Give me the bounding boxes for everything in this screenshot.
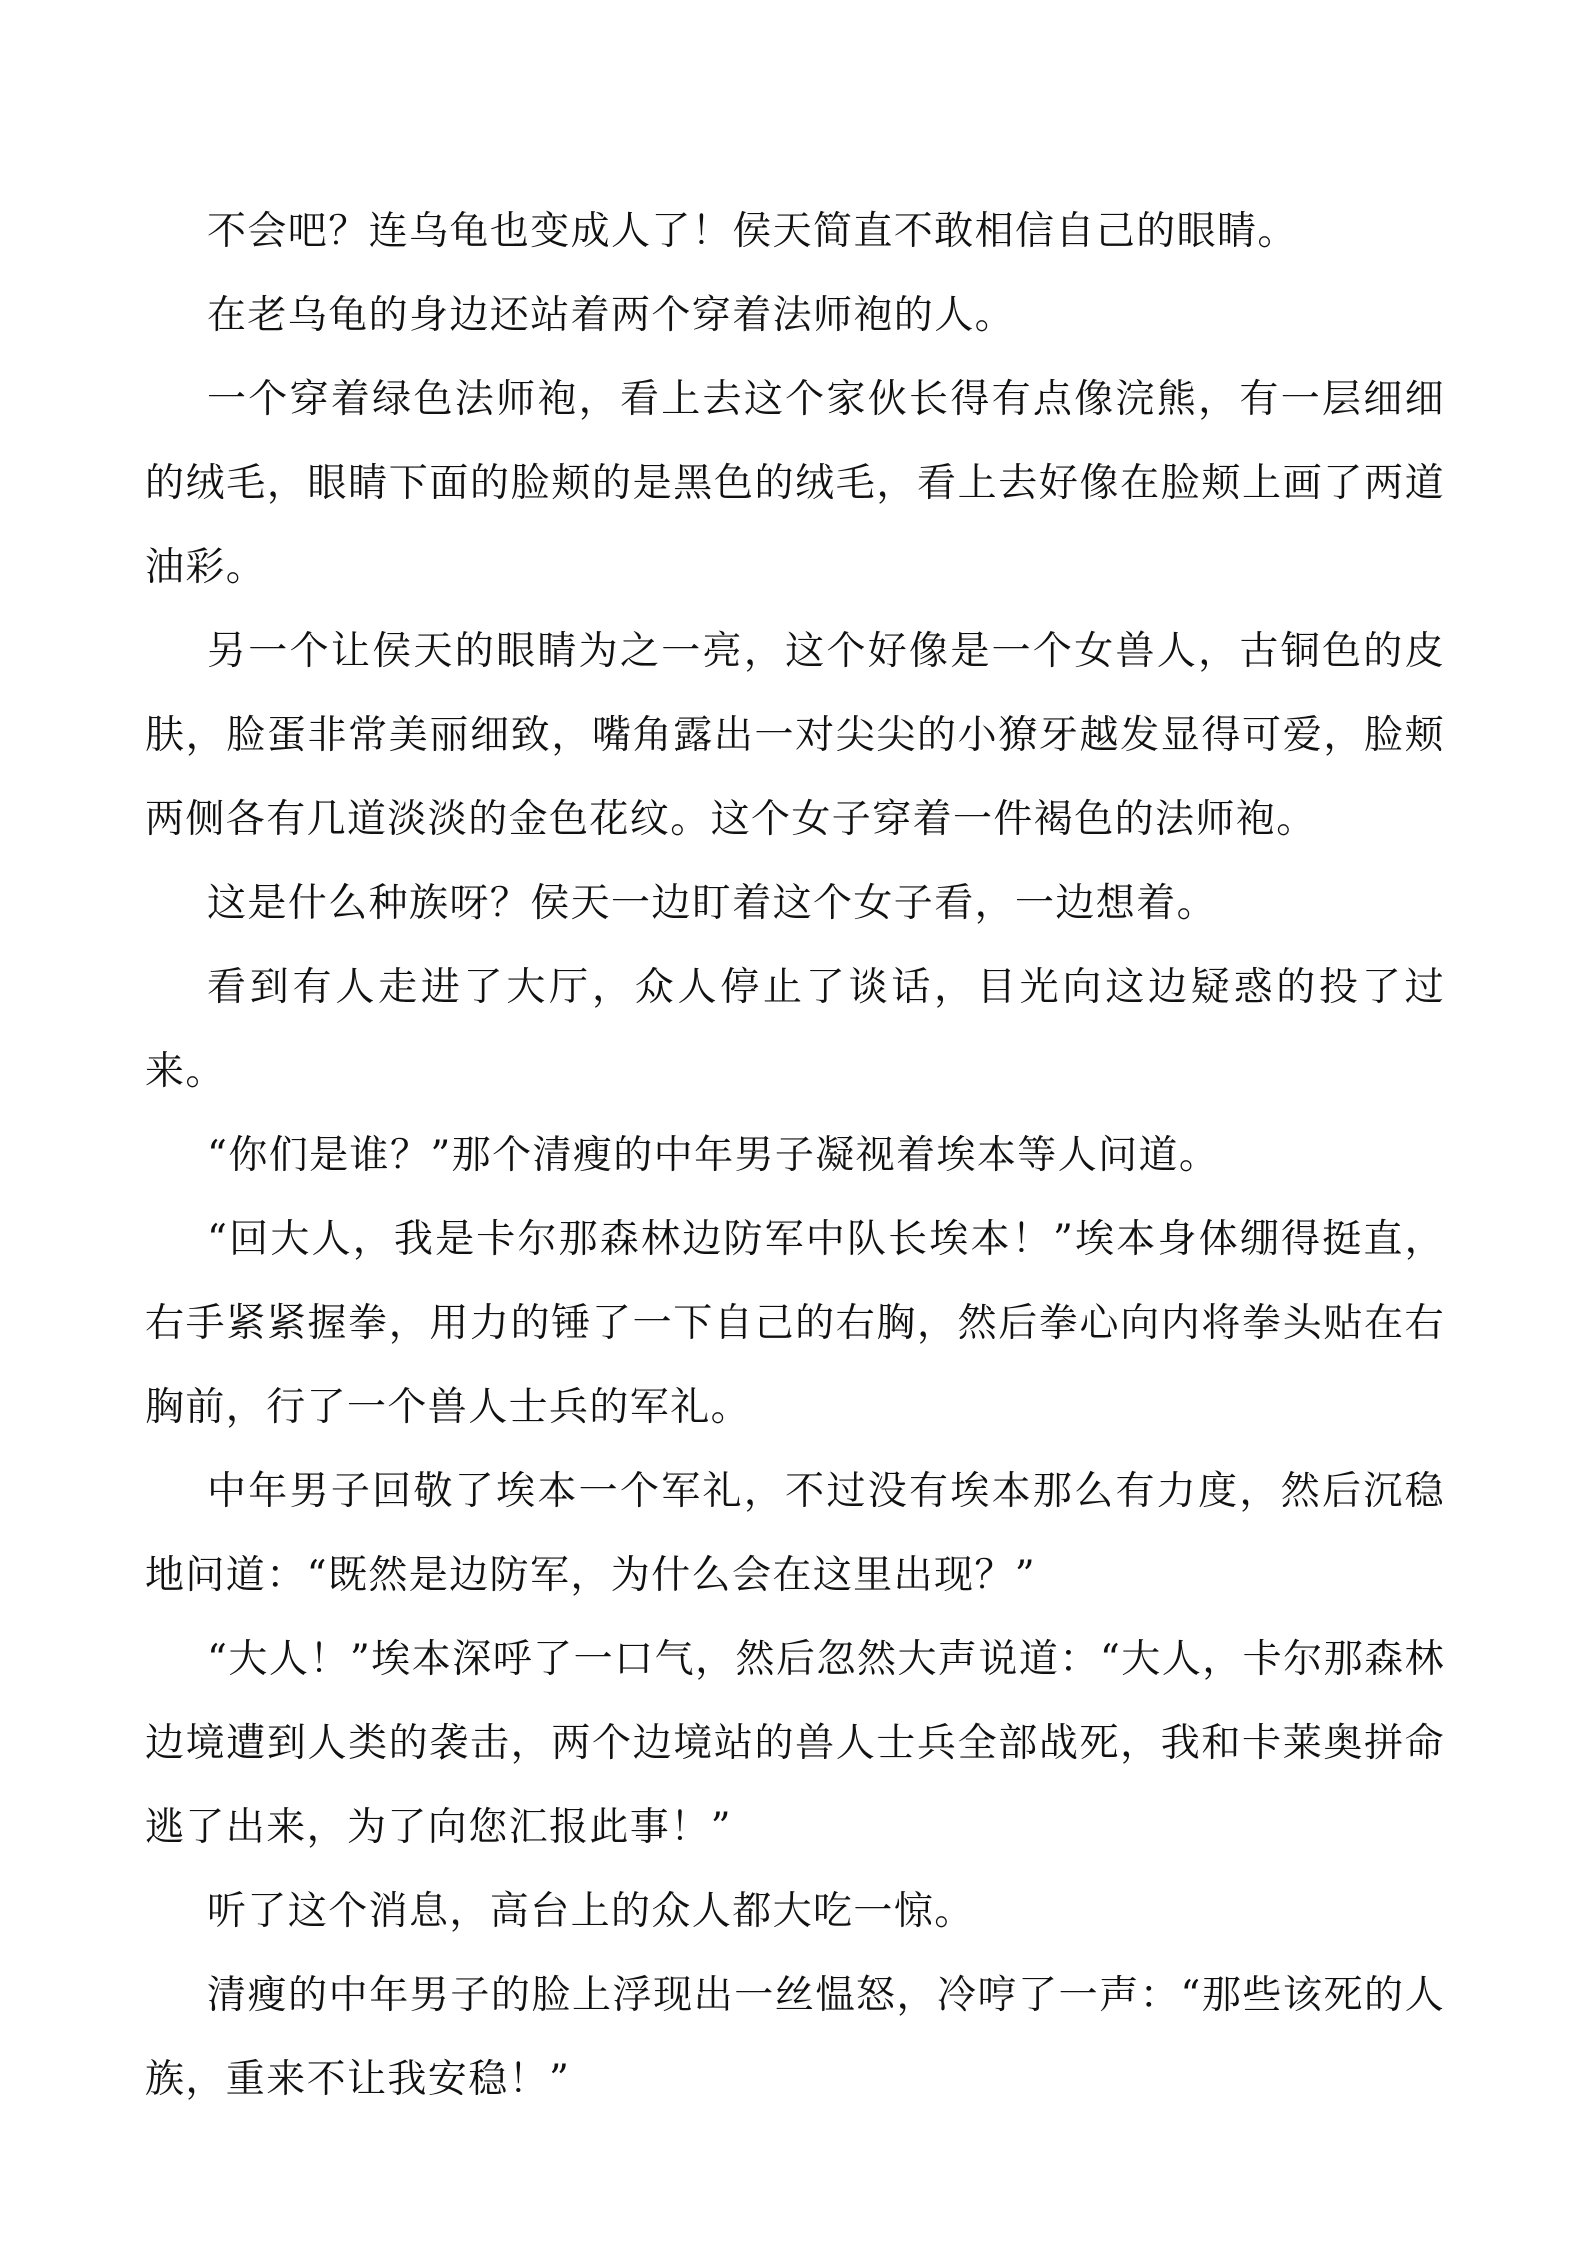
paragraph-11: 听了这个消息，高台上的众人都大吃一惊。: [207, 1889, 975, 1934]
paragraph-12: 清瘦的中年男子的脸上浮现出一丝愠怒，冷哼了一声：“那些该死的人族，重来不让我安稳！”: [145, 1973, 1445, 2102]
document-body: [145, 190, 1445, 2122]
paragraph-5: 这是什么种族呀？侯天一边盯着这个女子看，一边想着。: [207, 881, 1218, 926]
paragraph-7: “你们是谁？”那个清瘦的中年男子凝视着埃本等人问道。: [207, 1133, 1220, 1178]
paragraph-10: “大人！”埃本深呼了一口气，然后忽然大声说道：“大人，卡尔那森林边境遭到人类的袭击，两个边境站的兽人士兵全部战死，我和卡莱奥拼命逃了出来，为了向您汇报此事！”: [145, 1637, 1445, 1850]
paragraph-4: 另一个让侯天的眼睛为之一亮，这个好像是一个女兽人，古铜色的皮肤，脸蛋非常美丽细致，嘴角露出一对尖尖的小獠牙越发显得可爱，脸颊两侧各有几道淡淡的金色花纹。这个女子穿着一件褐色的法师袍。: [145, 629, 1445, 842]
paragraph-9: 中年男子回敬了埃本一个军礼，不过没有埃本那么有力度，然后沉稳地问道：“既然是边防军，为什么会在这里出现？”: [145, 1469, 1445, 1598]
paragraph-1: 不会吧？连乌龟也变成人了！侯天简直不敢相信自己的眼睛。: [207, 209, 1298, 254]
paragraph-6: 看到有人走进了大厅，众人停止了谈话，目光向这边疑惑的投了过来。: [145, 965, 1445, 1094]
paragraph-8: “回大人，我是卡尔那森林边防军中队长埃本！”埃本身体绷得挺直，右手紧紧握拳，用力的锤了一下自己的右胸，然后拳心向内将拳头贴在右胸前，行了一个兽人士兵的军礼。: [145, 1217, 1445, 1430]
paragraph-3: 一个穿着绿色法师袍，看上去这个家伙长得有点像浣熊，有一层细细的绒毛，眼睛下面的脸颊的是黑色的绒毛，看上去好像在脸颊上画了两道油彩。: [145, 377, 1445, 590]
paragraph-2: 在老乌龟的身边还站着两个穿着法师袍的人。: [207, 293, 1016, 338]
